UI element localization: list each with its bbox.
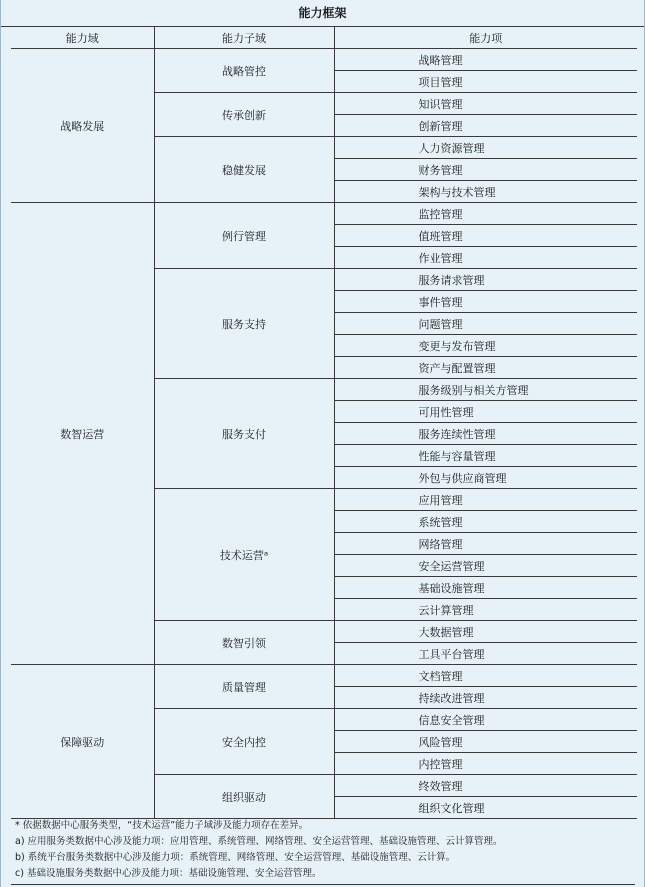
capability-item-cell: 可用性管理 <box>334 401 637 423</box>
footnotes <box>15 818 503 882</box>
table-body <box>11 49 637 819</box>
capability-item-cell: 大数据管理 <box>334 621 637 643</box>
capability-item-cell: 值班管理 <box>334 225 637 247</box>
domain-cell: 数智运营 <box>11 203 154 665</box>
capability-item-cell: 内控管理 <box>334 753 637 775</box>
footnote-star: * 依据数据中心服务类型，“技术运营”能力子域涉及能力项存在差异。 <box>15 820 309 831</box>
capability-item-cell: 服务级别与相关方管理 <box>334 379 637 401</box>
footnote-a: a) 应用服务类数据中心涉及能力项：应用管理、系统管理、网络管理、安全运营管理、基础设施管理、云计算管理。 <box>15 836 503 847</box>
subdomain-cell: 服务支持 <box>154 269 334 379</box>
capability-item-cell: 事件管理 <box>334 291 637 313</box>
subdomain-cell: 服务支付 <box>154 379 334 489</box>
domain-cell: 战略发展 <box>11 49 154 203</box>
capability-table <box>11 27 637 819</box>
capability-item-cell: 工具平台管理 <box>334 643 637 665</box>
bottom-rule <box>11 884 635 885</box>
capability-item-cell: 风险管理 <box>334 731 637 753</box>
capability-item-cell: 架构与技术管理 <box>334 181 637 203</box>
table-row <box>11 203 637 225</box>
capability-item-cell: 系统管理 <box>334 511 637 533</box>
capability-item-cell: 信息安全管理 <box>334 709 637 731</box>
table-title: 能力框架 <box>1 0 644 27</box>
capability-item-cell: 性能与容量管理 <box>334 445 637 467</box>
capability-item-cell: 网络管理 <box>334 533 637 555</box>
subdomain-cell: 质量管理 <box>154 665 334 709</box>
capability-item-cell: 持续改进管理 <box>334 687 637 709</box>
footnote-c: c) 基础设施服务类数据中心涉及能力项：基础设施管理、安全运营管理。 <box>15 868 322 879</box>
subdomain-cell: 战略管控 <box>154 49 334 93</box>
capability-item-cell: 应用管理 <box>334 489 637 511</box>
capability-item-cell: 监控管理 <box>334 203 637 225</box>
capability-item-cell: 知识管理 <box>334 93 637 115</box>
capability-item-cell: 终效管理 <box>334 775 637 797</box>
header-row <box>11 27 637 49</box>
capability-item-cell: 作业管理 <box>334 247 637 269</box>
header-domain: 能力域 <box>11 27 154 49</box>
capability-item-cell: 问题管理 <box>334 313 637 335</box>
subdomain-cell: 数智引领 <box>154 621 334 665</box>
capability-item-cell: 创新管理 <box>334 115 637 137</box>
capability-item-cell: 外包与供应商管理 <box>334 467 637 489</box>
subdomain-cell: 安全内控 <box>154 709 334 775</box>
table-row <box>11 49 637 71</box>
subdomain-cell: 组织驱动 <box>154 775 334 819</box>
capability-item-cell: 服务请求管理 <box>334 269 637 291</box>
capability-item-cell: 项目管理 <box>334 71 637 93</box>
capability-item-cell: 变更与发布管理 <box>334 335 637 357</box>
subdomain-cell: 技术运营ᵃ <box>154 489 334 621</box>
capability-item-cell: 组织文化管理 <box>334 797 637 819</box>
capability-item-cell: 文档管理 <box>334 665 637 687</box>
capability-item-cell: 基础设施管理 <box>334 577 637 599</box>
capability-item-cell: 云计算管理 <box>334 599 637 621</box>
capability-item-cell: 服务连续性管理 <box>334 423 637 445</box>
capability-item-cell: 资产与配置管理 <box>334 357 637 379</box>
capability-item-cell: 安全运营管理 <box>334 555 637 577</box>
capability-item-cell: 战略管理 <box>334 49 637 71</box>
subdomain-cell: 例行管理 <box>154 203 334 269</box>
header-item: 能力项 <box>334 27 637 49</box>
table-row <box>11 665 637 687</box>
footnote-b: b) 系统平台服务类数据中心涉及能力项：系统管理、网络管理、安全运营管理、基础设施管理、云计算。 <box>15 852 456 863</box>
header-subdomain: 能力子域 <box>154 27 334 49</box>
domain-cell: 保障驱动 <box>11 665 154 819</box>
capability-item-cell: 财务管理 <box>334 159 637 181</box>
subdomain-cell: 稳健发展 <box>154 137 334 203</box>
subdomain-cell: 传承创新 <box>154 93 334 137</box>
capability-item-cell: 人力资源管理 <box>334 137 637 159</box>
